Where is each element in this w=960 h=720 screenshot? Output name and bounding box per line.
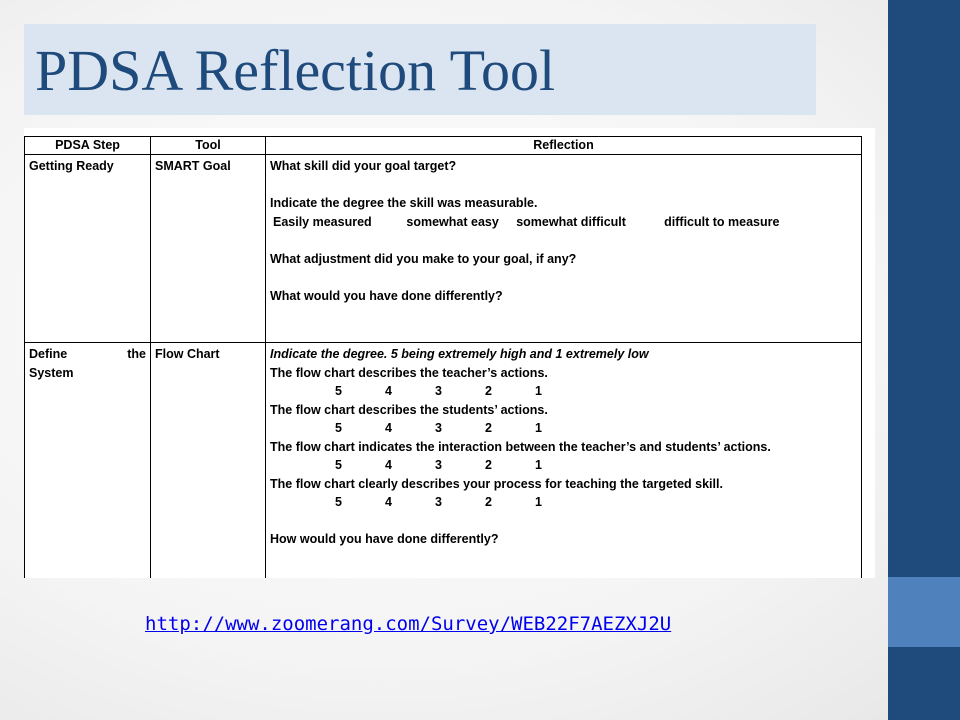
pdsa-table-image xyxy=(24,128,875,578)
tool-cell xyxy=(151,155,266,343)
table-header-row xyxy=(25,137,862,155)
table-row xyxy=(25,343,862,579)
slide-title: PDSA Reflection Tool xyxy=(35,38,556,103)
header-reflection: Reflection xyxy=(266,137,862,155)
step-name-part: Define xyxy=(29,347,68,361)
question: What would you have done differently? xyxy=(270,288,503,303)
slide-sidebar-accent xyxy=(888,577,960,647)
statement: The flow chart describes the teacher’s actions. xyxy=(270,365,548,380)
pdsa-table xyxy=(24,136,862,578)
option: somewhat difficult xyxy=(516,214,626,229)
measurability-options xyxy=(270,213,857,232)
statement: The flow chart indicates the interaction between the teacher’s and students’ actions. xyxy=(270,439,771,454)
rating-scale: 5 4 3 2 1 xyxy=(335,384,542,398)
survey-link[interactable]: http://www.zoomerang.com/Survey/WEB22F7AEZXJ2U xyxy=(145,613,672,635)
question: How would you have done differently? xyxy=(270,532,499,546)
rating-scale: 5 4 3 2 1 xyxy=(335,458,542,472)
step-name-part: the xyxy=(127,347,146,361)
instruction: Indicate the degree. 5 being extremely high and 1 extremely low xyxy=(270,347,649,361)
rating-scale: 5 4 3 2 1 xyxy=(335,495,542,509)
step-name: Getting Ready xyxy=(29,159,114,173)
reflection-cell xyxy=(266,155,862,343)
question: What skill did your goal target? xyxy=(270,159,457,173)
option: difficult to measure xyxy=(664,214,780,229)
table-row xyxy=(25,155,862,343)
statement: The flow chart clearly describes your process for teaching the targeted skill. xyxy=(270,476,723,491)
reflection-cell xyxy=(266,343,862,579)
question: Indicate the degree the skill was measurable. xyxy=(270,196,538,210)
question: What adjustment did you make to your goal, if any? xyxy=(270,251,577,266)
option: Easily measured xyxy=(273,214,372,229)
rating-scale: 5 4 3 2 1 xyxy=(335,421,542,435)
option: somewhat easy xyxy=(406,214,499,229)
tool-name: SMART Goal xyxy=(155,159,231,173)
statement: The flow chart describes the students’ actions. xyxy=(270,402,548,417)
tool-name: Flow Chart xyxy=(155,347,220,361)
step-name-part: System xyxy=(29,365,74,380)
tool-cell xyxy=(151,343,266,579)
header-step: PDSA Step xyxy=(25,137,151,155)
step-cell xyxy=(25,155,151,343)
step-cell xyxy=(25,343,151,579)
header-tool: Tool xyxy=(151,137,266,155)
